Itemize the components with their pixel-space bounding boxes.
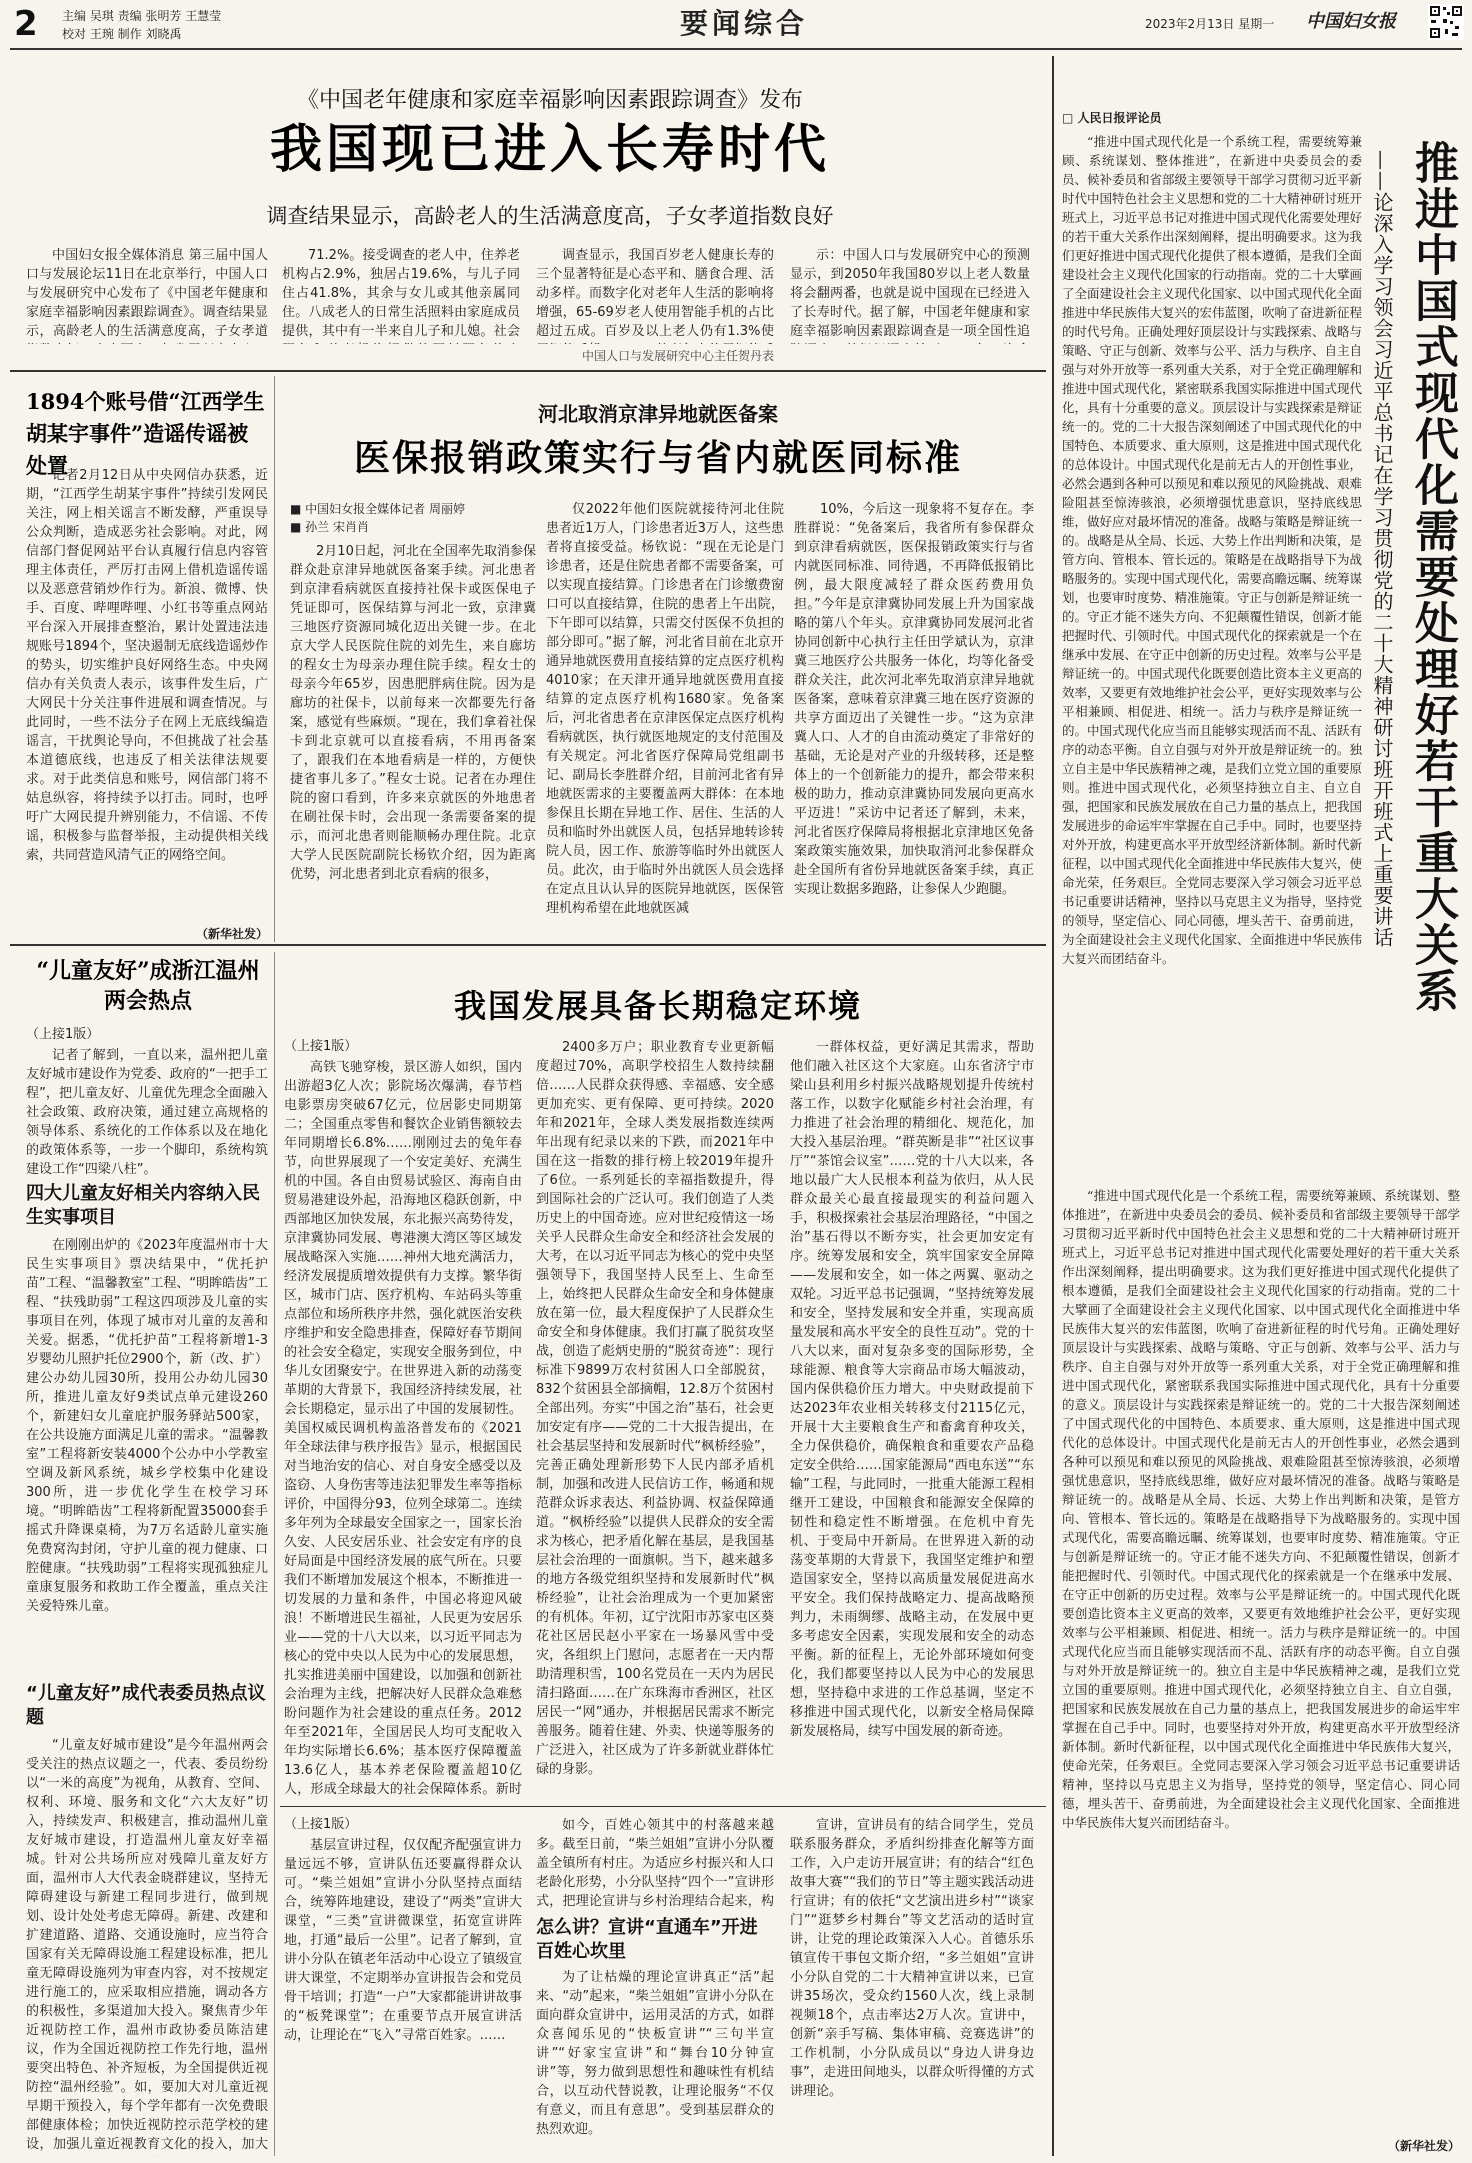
story1-byline: 中国人口与发展研究中心主任贺丹表	[581, 349, 774, 363]
commentary-subhead: ——论深入学习领会习近平总书记在学习贯彻党的二十大精神研讨班开班式上重要讲话	[1370, 150, 1394, 948]
story1-headline: 我国现已进入长寿时代	[269, 119, 830, 180]
story4-headline: “儿童友好”成浙江温州两会热点	[36, 958, 260, 1014]
story2-headline: 1894个账号借“江西学生胡某宇事件”造谣传谣被处置	[26, 389, 265, 478]
commentary-tag-text: 人民日报评论员	[1077, 111, 1162, 125]
story6-subhead: 怎么讲？宣讲“直通车”开进百姓心坎里	[536, 1917, 758, 1962]
story1-col-3: 调查显示，我国百岁老人健康长寿的三个显著特征是心态平和、膳食合理、活动多样。而数字化对老年人生活的影响将增强，65-69岁老人使用智能手机的占比超过五成。百岁及以上老人仍有1.3%使	[536, 248, 774, 339]
commentary-source: （新华社发）	[1387, 2139, 1460, 2153]
story3-byline-2-text: 孙兰 宋肖肖	[305, 520, 369, 534]
story3-col-2: 仅2022年他们医院就接待河北住院患者近1万人，门诊患者近3万人，这些患者将直接受益。杨钦说：“现在无论是门诊患者，还是住院患者都不需要备案，可以实现直接结算。门诊患者在门诊缴费窗口可以直接结算，住院的患者上午出院，下午即可以结算，只需交付医保不负担的部分即可。”据了解，河北省目前在北京开通异地就医费用直接结算的定点医疗机构4010家；在天津开通异地就医费用直接结算的定点医疗机构1680家。免备案后，河北省患者在京津医保定点医疗机构看病就医，执行就医地规定的支付范围及有关规定。河北省医疗保障局党组副书记、副局长李胜群介绍，目前河北省有异地就医需求的主要覆盖两大群体：在本地参保且长期在异地工作、居住、生活的人员和临时外出就医人员，包括异地转诊转院人员，因工作、旅游等临时外出就医人员。此次，由于临时外出就医人员会选择在定点且认认异的医院异地就医，医保管理机构希望在此地就医减	[546, 502, 784, 916]
commentary-left-rule	[1052, 56, 1054, 2156]
story5-col-3: 一群体权益，更好满足其需求，帮助他们融入社区这个大家庭。山东省济宁市梁山县利用乡村振兴战略规划提升传统村落工作，以数字化赋能乡村社会治理，有力推进了社会治理的精细化、规范化，加大投入基层治理。“群英断是非”“社区议事厅”“茶馆会议室”……党的十八大以来，各地以最广大人民根本利益为依归，从人民群众最关心最直接最现实的利益问题入手，积极探索社会基层治理路径，“中国之治”基石得以不断夯实，社会更加安定有序。统筹发展和安全，筑牢国家安全屏障——发展和安全，如一体之两翼、驱动之双轮。习近平总书记强调，“坚持统筹发展和安全，坚持发展和安全并重，实现高质量发展和高水平安全的良性互动”。党的十八大以来，面对复杂多变的国际形势，全球能源、粮食等大宗商品市场大幅波动，国内保供稳价压力增大。中央财政提前下达2023年农业相关转移支付2115亿元，开展十大主要粮食生产和畜禽育种攻关，全力保供稳价，确保粮食和重要农产品稳定安全供给……国家能源局“西电东送”“东输”工程，与此同时，一批重大能源工程相继开工建设，中国粮食和能源安全保障的韧性和稳定性不断增强。在危机中育先机、于变局中开新局。在世界进入新的动荡变革期的大背景下，我国坚定维护和塑造国家安全，坚持以高质量发展促进高水平安全。我们保持战略定力、提高战略预判力，未雨绸缪、战略主动，在发展中更多考虑安全因素，实现发展和安全的动态平衡。新的征程上，无论外部环境如何变化，我们都要坚持以人民为中心的发展思想，坚持稳中求进的工作总基调，坚定不移推进中国式现代化，以新安全格局保障新发展格局，续写中国发展的新奇迹。	[790, 1040, 1034, 1739]
story6-intro-tag: （上接1版）	[284, 1817, 358, 1832]
story3-headline: 医保报销政策实行与省内就医同标准	[353, 437, 962, 479]
story3-byline-1-text: 中国妇女报全媒体记者 周丽婷	[305, 502, 465, 516]
section-title: 要闻综合	[679, 7, 808, 40]
story3-byline-2: ■ 孙兰 宋肖肖	[290, 520, 369, 534]
story5-col-1: 高铁飞驰穿梭，景区游人如织，国内出游超3亿人次；影院场次爆满，春节档电影票房突破67亿元，位居影史同期第二；全国重点零售和餐饮企业销售额较去年同期增长6.8%……刚刚过去的兔年春节，向世界展现了一个安定美好、充满生机的中国。各自由贸易试验区、海南自由贸易港建设外起，沿海地区稳跃创新，中西部地区加快发展，东北振兴高势待发，京津冀协同发展、粤港澳大湾区等区域发展战略深入实施……神州大地充满活力，经济发展提质增效提供有力支撑。繁华街区，城市门店、医疗机构、车站码头等重点部位和场所秩序井然，强化就医治安秩序维护和安全隐患排查，保障好春节期间的社会安全稳定，实现安全服务到位，中华儿女团聚安宁。在世界进入新的动荡变革期的大背景下，我国经济持续发展，社会长期稳定，显示出了中国的发展韧性。美国权威民调机构盖洛普发布的《2021年全球法律与秩序报告》显示，根据国民对当地治安的信心、对自身安全感受以及盗窃、人身伤害等违法犯罪发生率等指标评价，中国得分93，位列全球第二。连续多年列为全球最安全国家之一，国家长治久安、人民安居乐业、社会安定有序的良好局面是中国经济发展的底气所在。只要我们不断增加发展这个根本，不断推进一切发展的力量和条件，中国必将迎风破浪！不断增进民生福祉，人民更为安居乐业——党的十八大以来，以习近平同志为核心的党中央以人民为中心的发展思想，扎实推进美丽中国建设，以加强和创新社会治理为主线，把解决好人民群众急难愁盼问题作为社会建设的重点任务。2012年至2021年，全国居民人均可支配收入年均实际增长6.6%；基本医疗保障覆盖13.6亿人，基本养老保险覆盖超10亿人，形成全球最大的社会保障体系。新时	[284, 1060, 522, 1797]
commentary-headline: 推进中国式现代化需要处理好若干重大关系	[1407, 140, 1458, 1014]
story1-bottom-rule	[10, 370, 1046, 372]
story3-col-1: 2月10日起，河北在全国率先取消参保群众赴京津异地就医备案手续。河北患者到京津看病就医直接持社保卡或医保电子凭证即可，医保结算与河北一致，京津冀三地医疗资源同城化迈出关键一步。在北京大学人民医院住院的刘先生，来自廊坊的程女士为母亲办理住院手续。程女士的母亲今年65岁，因患肥胖病住院。因为是廊坊的社保卡，以前每来一次都要先行备案，感觉有些麻烦。“现在，我们拿着社保卡到北京就可以直接看病，不用再备案了，跟我们在本地看病是一样的，方便快捷省事儿多了。”程女士说。记者在办理住院的窗口看到，许多来京就医的外地患者在刷社保卡时，会出现一条需要备案的提示，而河北患者则能顺畅办理住院。北京大学人民医院副院长杨钦介绍，因为距离优势，河北患者到北京看病的很多，	[290, 544, 536, 882]
story4-intro-tag: （上接1版）	[26, 1027, 100, 1042]
story6-col-2: 如今，百姓心领其中的村落越来越多。截至日前，“柴兰姐姐”宣讲小分队覆盖全镇所有村庄。为适应乡村振兴和人口老龄化形势，小分队坚持“四个一”宣讲形式，把理论宣讲与乡村治理结合起来，构	[536, 1818, 774, 1909]
commentary-tag: □ 人民日报评论员	[1062, 111, 1162, 125]
paper-name-logo: 中国妇女报	[1306, 11, 1396, 32]
editors-line-1: 主编 吴琪 责编 张明芳 王慧莹	[62, 9, 222, 23]
story5-intro-tag: （上接1版）	[284, 1039, 358, 1054]
qr-code-icon	[1428, 4, 1464, 40]
story6-col-2b: 为了让枯燥的理论宣讲真正“活”起来、“动”起来，“柴兰姐姐”宣讲小分队在面向群众宣讲中，运用灵活的方式，如群众喜闻乐见的“快板宣讲”“三句半宣讲”“好家宝宣讲”和“舞台10分钟宣讲”等，努力做到思想性和趣味性有机结合，以互动代替说教，让理论服务“不仅有意义，而且有意思”。受到基层群众的热烈欢迎。	[536, 1970, 774, 2137]
story1-kicker: 《中国老年健康和家庭幸福影响因素跟踪调查》发布	[296, 88, 803, 113]
story4-subhead-2: “儿童友好”成代表委员热点议题	[26, 1683, 266, 1728]
story6-col-1: 基层宣讲过程，仅仅配齐配强宣讲力量远远不够，宣讲队伍还要赢得群众认可。“柴兰姐姐”宣讲小分队坚持点面结合，统筹阵地建设，建设了“两类”宣讲大课堂，“三类”宣讲微课堂，拓宽宣讲阵地，打通“最后一公里”。记者了解到，宣讲小分队在镇老年活动中心设立了镇级宣讲大课堂，不定期举办宣讲报告会和党员骨干培训；打造“一户”大家都能讲讲故事的“板凳课堂”；在重要节点开展宣讲活动，让理论在“飞入”寻常百姓家。……	[284, 1838, 522, 2043]
story4-subhead-1: 四大儿童友好相关内容纳入民生实事项目	[26, 1183, 260, 1228]
editors-line-2: 校对 王琬 制作 刘晓禹	[62, 27, 182, 41]
story1-col-2: 71.2%。接受调查的老人中，住养老机构占2.9%，独居占19.6%，与儿子同住占41.8%，其余与女儿或其他亲属同住。八成老人的日常生活照料由家庭成员提供，其中有一半来自儿子和儿媳。社会	[282, 248, 520, 339]
story4-body-1: 记者了解到，一直以来，温州把儿童友好城市建设作为党委、政府的“一把手工程”，把儿童友好、儿童优先理念全面融入社会政策、政府决策，通过建立高规格的领导体系、系统化的工作体系以及在地化的政策体系等，一步一个脚印，系统构筑建设工作“四梁八柱”。	[26, 1048, 268, 1177]
story3-byline-1: ■ 中国妇女报全媒体记者 周丽婷	[290, 502, 465, 516]
story3-kicker: 河北取消京津异地就医备案	[538, 402, 778, 426]
story2-source: （新华社发）	[195, 927, 268, 941]
header-divider	[10, 48, 1462, 50]
story2-divider	[274, 376, 275, 942]
story5-bottom-rule	[280, 1806, 1046, 1807]
story4-body-2: 在刚刚出炉的《2023年度温州市十大民生实事项目》票决结果中，“优托护苗”工程、“温馨教室”工程、“明眸皓齿”工程、“扶残助弱”工程这四项涉及儿童的实事项目在列，体现了城市对儿童的友善和关爱。据悉，“优托护苗”工程将新增1-3岁婴幼儿照护托位2900个，新（改、扩）建公办幼儿园30所，投用公办幼儿园30所，推进儿童友好9类试点单元建设260个，新建妇女儿童庇护服务驿站500家，在公共设施方面满足儿童的需求。“温馨教室”工程将新安装4000个公办中小学教室空调及新风系统，城乡学校集中化建设300所，进一步优化学生在校学习环境。“明眸皓齿”工程将新配置35000套手摇式升降课桌椅，为7万名适龄儿童实施免费窝沟封闭，守护儿童的视力健康、口腔健康。“扶残助弱”工程将实现孤独症儿童康复服务和救助工作全覆盖，重点关注关爱特殊儿童。	[26, 1238, 268, 1614]
issue-date: 2023年2月13日 星期一	[1145, 17, 1275, 31]
story2-body: 记者2月12日从中央网信办获悉，近期，“江西学生胡某宇事件”持续引发网民关注，网上相关谣言不断发酵，严重误导公众判断，造成恶劣社会影响。对此，网信部门督促网站平台认真履行信息内容管理主体责任，严厉打击网上借机造谣传谣以及恶意营销炒作行为。新浪、微博、快手、百度、哔哩哔哩、小红书等重点网站平台深入开展排查整治，累计处置违法违规账号1894个，坚决遏制无底线造谣炒作的势头，切实维护良好网络生态。中央网信办有关负责人表示，该事件发生后，广大网民十分关注事件进展和调查情况。与此同时，一些不法分子在网上无底线编造谣言，干扰舆论导向，不但挑战了社会基本道德底线，也违反了相关法律法规要求。对于此类信息和账号，网信部门将不姑息纵容，将持续予以打击。同时，也呼吁广大网民提升辨别能力，不信谣、不传谣，积极参与监督举报，主动提供相关线索，共同营造风清气正的网络空间。	[26, 468, 268, 863]
story1-col-4: 示：中国人口与发展研究中心的预测显示，到2050年我国80岁以上老人数量将会翻两番，也就是说中国现在已经进入了长寿时代。据了解，中国老年健康和家庭幸福影响因素跟踪调查是一项全国性追	[790, 248, 1030, 339]
story6-col-3: 宣讲，宣讲员有的结合同学生，党员联系服务群众，矛盾纠纷排查化解等方面工作，入户走访开展宣讲；有的结合“红色故事大赛”“我们的节日”等主题实践活动进行宣讲；有的依托“文艺演出进乡村”“谈家门”“逛梦乡村舞台”等文艺活动的适时宣讲，让党的理论政策深入人心。首德乐乐镇宣传干事包文斯介绍，“多兰姐姐”宣讲小分队自党的二十大精神宣讲以来，已宣讲35场次，受众约1560人次，线上录制视频18个，点击率达2万人次。宣讲中，创新“亲手写稿、集体审稿、竞赛选讲”的工作机制，小分队成员以“身边人讲身边事”，走进田间地头，以群众听得懂的方式讲理论。	[790, 1818, 1034, 2099]
commentary-body-text: “推进中国式现代化是一个系统工程，需要统筹兼顾、系统谋划、整体推进”，在新进中央委员会的委员、候补委员和省部级主要领导干部学习贯彻习近平新时代中国特色社会主义思想和党的二十大精神研讨班开班式上，习近平总书记对推进中国式现代化需要处理好的若干重大关系作出深刻阐释，提出明确要求。这为我们更好推进中国式现代化提供了根本遵循，是我们全面建设社会主义现代化国家的行动指南。党的二十大擘画了全面建设社会主义现代化国家、以中国式现代化全面推进中华民族伟大复兴的宏伟蓝图，吹响了奋进新征程的时代号角。正确处理好顶层设计与实践探索、战略与策略、守正与创新、效率与公平、活力与秩序、自主自强与对外开放等一系列重大关系，对于全党正确理解和推进中国式现代化，紧密联系我国实际推进中国式现代化，具有十分重要的意义。顶层设计与实践探索是辩证统一的。党的二十大报告深刻阐述了中国式现代化的中国特色、本质要求、重大原则，这是推进中国式现代化的总体设计。中国式现代化是前无古人的开创性事业，必然会遇到各种可以预见和难以预见的风险挑战、艰难险阻甚至惊涛骇浪，必须增强忧患意识，坚持底线思维，做好应对最坏情况的准备。战略与策略是辩证统一的。战略是从全局、长远、大势上作出判断和决策，是管方向、管根本、管长远的。策略是在战略指导下为战略服务的。实现中国式现代化，需要高瞻远瞩、统筹谋划，也要审时度势、精准施策。守正与创新是辩证统一的。守正才能不迷失方向、不犯颠覆性错误，创新才能把握时代、引领时代。中国式现代化的探索就是一个在继承中发展、在守正中创新的历史过程。效率与公平是辩证统一的。中国式现代化既要创造比资本主义更高的效率，又要更有效地维护社会公平，更好实现效率与公平相兼顾、相促进、相统一。活力与秩序是辩证统一的。中国式现代化应当而且能够实现活而不乱、活跃有序的动态平衡。自立自强与对外开放是辩证统一的。独立自主是中华民族精神之魂，是我们立党立国的重要原则。推进中国式现代化，必须坚持独立自主、自立自强，把国家和民族发展放在自己力量的基点上，把我国发展进步的命运牢牢掌握在自己手中。同时，也要坚持对外开放，构建更高水平开放型经济新体制。新时代新征程，以中国式现代化全面推进中华民族伟大复兴，使命光荣，任务艰巨。全党同志要深入学习领会习近平总书记重要讲话精神，坚持以马克思主义为指导，坚持党的领导，坚定信心、同心同德，埋头苦干、奋勇前进，为全面建设社会主义现代化国家、全面推进中华民族伟大复兴而团结奋斗。	[1062, 1188, 1460, 1830]
story3-bottom-rule	[10, 944, 1046, 946]
story3-col-3: 10%，今后这一现象将不复存在。李胜群说：“免备案后，我省所有参保群众到京津看病就医，医保报销政策实行与省内就医同标准、同待遇，不再降低报销比例，最大限度减轻了群众医药费用负担。”今年是京津冀协同发展上升为国家战略的第八个年头。京津冀协同发展河北省协同创新中心执行主任田学斌认为，京津冀三地医疗公共服务一体化，均等化备受群众关注，此次河北率先取消京津异地就医备案，意味着京津冀三地在医疗资源的共享方面迈出了关键性一步。“这为京津冀人口、人才的自由流动奠定了非常好的基础，无论是对产业的升级转移，还是整体上的一个创新能力的提升，都会带来积极的助力，推动京津冀协同发展向更高水平迈进！”采访中记者还了解到，未来，河北省医疗保障局将根据北京津地区免备案政策实施效果，加快取消河北参保群众赴全国所有省份异地就医备案手续，真正实现让数据多跑路，让参保人少跑腿。	[794, 502, 1034, 897]
commentary-body-top: “推进中国式现代化是一个系统工程，需要统筹兼顾、系统谋划、整体推进”，在新进中央委员会的委员、候补委员和省部级主要领导干部学习贯彻习近平新时代中国特色社会主义思想和党的二十大精神研讨班开班式上，习近平总书记对推进中国式现代化需要处理好的若干重大关系作出深刻阐释，提出明确要求。这为我们更好推进中国式现代化提供了根本遵循，是我们全面建设社会主义现代化国家的行动指南。党的二十大擘画了全面建设社会主义现代化国家、以中国式现代化全面推进中华民族伟大复兴的宏伟蓝图，吹响了奋进新征程的时代号角。正确处理好顶层设计与实践探索、战略与策略、守正与创新、效率与公平、活力与秩序、自主自强与对外开放等一系列重大关系，对于全党正确理解和推进中国式现代化，紧密联系我国实际推进中国式现代化，具有十分重要的意义。顶层设计与实践探索是辩证统一的。党的二十大报告深刻阐述了中国式现代化的中国特色、本质要求、重大原则，这是推进中国式现代化的总体设计。中国式现代化是前无古人的开创性事业，必然会遇到各种可以预见和难以预见的风险挑战、艰难险阻甚至惊涛骇浪，必须增强忧患意识，坚持底线思维，做好应对最坏情况的准备。战略与策略是辩证统一的。战略是从全局、长远、大势上作出判断和决策，是管方向、管根本、管长远的。策略是在战略指导下为战略服务的。实现中国式现代化，需要高瞻远瞩、统筹谋划，也要审时度势、精准施策。守正与创新是辩证统一的。守正才能不迷失方向、不犯颠覆性错误，创新才能把握时代、引领时代。中国式现代化的探索就是一个在继承中发展、在守正中创新的历史过程。效率与公平是辩证统一的。中国式现代化既要创造比资本主义更高的效率，又要更有效地维护社会公平，更好实现效率与公平相兼顾、相促进、相统一。活力与秩序是辩证统一的。中国式现代化应当而且能够实现活而不乱、活跃有序的动态平衡。自立自强与对外开放是辩证统一的。独立自主是中华民族精神之魂，是我们立党立国的重要原则。推进中国式现代化，必须坚持独立自主、自立自强，把国家和民族发展放在自己力量的基点上，把我国发展进步的命运牢牢掌握在自己手中。同时，也要坚持对外开放，构建更高水平开放型经济新体制。新时代新征程，以中国式现代化全面推进中华民族伟大复兴，使命光荣，任务艰巨。全党同志要深入学习领会习近平总书记重要讲话精神，坚持以马克思主义为指导，坚持党的领导，坚定信心、同心同德，埋头苦干、奋勇前进，为全面建设社会主义现代化国家、全面推进中华民族伟大复兴而团结奋斗。	[1062, 134, 1362, 966]
story1-subhead: 调查结果显示，高龄老人的生活满意度高，子女孝道指数良好	[266, 204, 834, 228]
page-number: 2	[14, 4, 38, 44]
story4-divider	[274, 952, 275, 2156]
story5-headline: 我国发展具备长期稳定环境	[453, 987, 862, 1025]
story1-col-1: 中国妇女报全媒体消息 第三届中国人口与发展论坛11日在北京举行，中国人口与发展研究中心发布了《中国老年健康和家庭幸福影响因素跟踪调查》。调查结果显示，高龄老人的生活满意度高，子女孝道	[26, 248, 268, 339]
story4-body-3: “儿童友好城市建设”是今年温州两会受关注的热点议题之一，代表、委员纷纷以“一米的高度”为视角，从教育、空间、权利、环境、服务和文化“六大友好”切入，持续发声、积极建言，推动温州儿童友好城市建设，打造温州儿童友好幸福城。针对公共场所应对残障儿童友好方面，温州市人大代表金晓群建议，坚持无障碍建设与新建工程同步进行，做到规划、设计处处考虑无障碍。新建、改建和扩建道路、道路、交通设施时，应当符合国家有关无障碍设施工程建设标准，把儿童无障碍设施列为审查内容，对不按规定进行施工的，应采取相应措施，调动各方的积极性，多渠道加大投入。聚焦青少年近视防控工作，温州市政协委员陈洁建议，作为全国近视防控工作先行地，温州要突出特色、补齐短板，为全国提供近视防控“温州经验”。如，要加大对儿童近视早期干预投入，每个学年都有一次免费眼部健康体检；加快近视防控示范学校的建设，加强儿童近视教育文化的投入，加大	[26, 1738, 268, 2152]
commentary-body-bottom	[1062, 1186, 1460, 2132]
story5-col-2: 2400多万户；职业教育专业更新幅度超过70%，高职学校招生人数持续翻倍……人民群众获得感、幸福感、安全感更加充实、更有保障、更可持续。2020年和2021年，全球人类发展指数连续两年出现有纪录以来的下跌，而2021年中国在这一指数的排行榜上较2019年提升了6位。一系列延长的幸福指数提升，得到国际社会的广泛认可。我们创造了人类历史上的中国奇迹。应对世纪疫情这一场关乎人民群众生命安全和经济社会发展的大考，在以习近平同志为核心的党中央坚强领导下，我国坚持人民至上、生命至上，始终把人民群众生命安全和身体健康放在第一位，最大程度保护了人民群众生命安全和身体健康。我们打赢了脱贫攻坚战，创造了彪炳史册的“脱贫奇迹”：现行标准下9899万农村贫困人口全部脱贫，832个贫困县全部摘帽，12.8万个贫困村全部出列。夯实“中国之治”基石，社会更加安定有序——党的二十大报告提出，在社会基层坚持和发展新时代“枫桥经验”，完善正确处理新形势下人民内部矛盾机制，加强和改进人民信访工作，畅通和规范群众诉求表达、利益协调、权益保障通道。“枫桥经验”以提供人民群众的安全需求为核心，把矛盾化解在基层，是我国基层社会治理的一面旗帜。当下，越来越多的地方各级党组织坚持和发展新时代“枫桥经验”，让社会治理成为一个更加紧密的有机体。年初，辽宁沈阳市苏家屯区葵花社区居民赵小平家在一场暴风雪中受灾，各组织上门慰问，志愿者在一天内帮助清理积雪，100名党员在一天内为居民清扫路面……在广东珠海市香洲区，社区居民一“网”通办，并根据居民需求不断完善服务。随着住建、外卖、快递等服务的广泛进入，社区成为了许多新就业群体忙碌的身影。	[536, 1040, 774, 1777]
